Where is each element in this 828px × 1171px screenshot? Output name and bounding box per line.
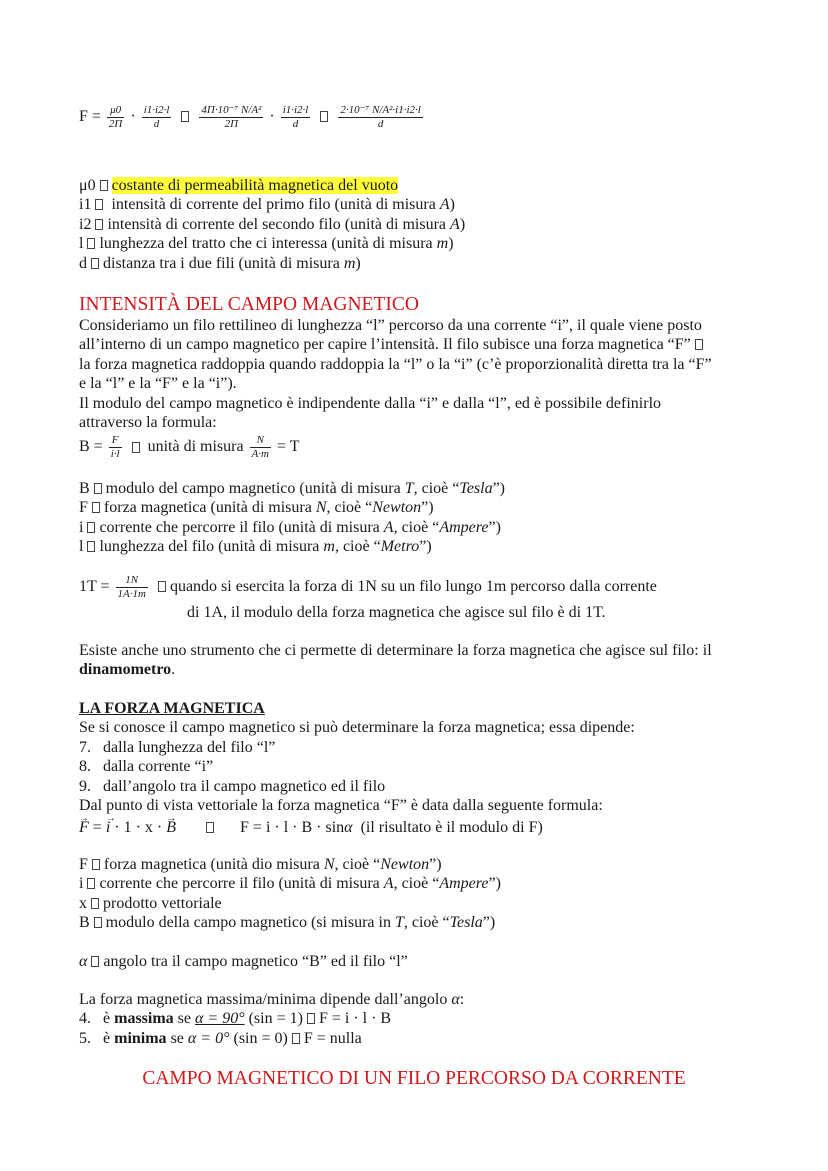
frac-den: d [377, 118, 384, 130]
list-number: 5. [79, 1029, 91, 1047]
tesla-line-2: di 1A, il modulo della forza magnetica che agisce sul filo è di 1T. [187, 604, 606, 621]
bold-term: minima [114, 1029, 167, 1047]
paragraph-line: e la “l” e la “F” e la “i”). [79, 375, 237, 393]
formula-lhs: 1T = [79, 578, 110, 596]
section-maxmin [79, 990, 748, 1048]
def-mu0 [79, 176, 748, 195]
frac-i-2 [281, 104, 311, 131]
def-d: d distanza tra i due fili (unità di misura m) [79, 254, 361, 272]
result: F = nulla [303, 1029, 362, 1047]
def-i1: i1 intensità di corrente del primo filo (unità di misura A) [79, 196, 455, 214]
frac-num: F [109, 434, 122, 448]
missing-glyph-icon [100, 180, 108, 191]
def-f: F forza magnetica (unità dio misura N, cioè “Newton”) [79, 856, 442, 873]
paragraph-line: la forza magnetica raddoppia quando raddoppia la “l” o la “i” (c’è proporzionalità diretta tra la “F” [79, 355, 712, 373]
list-number: 8. [79, 758, 91, 776]
missing-glyph-icon [87, 878, 95, 889]
list-item [79, 777, 748, 796]
def-i2: i2 intensità di corrente del secondo filo (unità di misura A) [79, 215, 466, 233]
def-text: intensità di corrente del secondo filo (unità di misura [107, 215, 451, 233]
unit-name: Tesla [449, 914, 483, 932]
alpha-symbol: α [344, 819, 353, 837]
missing-glyph-icon [87, 522, 95, 533]
section-title: LA FORZA MAGNETICA [79, 700, 265, 717]
condition: α = 90° [195, 1010, 245, 1028]
frac-den: 1A·1m [117, 588, 146, 600]
frac-2e7 [338, 104, 422, 131]
unit-name: Newton [372, 499, 422, 517]
list-number: 9. [79, 777, 91, 795]
missing-glyph-icon [91, 258, 99, 269]
frac-mu0 [107, 104, 124, 131]
unit-label: unità di misura [147, 438, 244, 456]
paragraph-line: Il modulo del campo magnetico è indipendente dalla “i” e dalla “l”, ed è possibile definirlo [79, 394, 662, 412]
def-l: l lunghezza del filo (unità di misura m, cioè “Metro”) [79, 538, 432, 556]
unit: m [436, 235, 449, 253]
unit: m [343, 254, 356, 272]
text: se [166, 1029, 188, 1047]
def-text: angolo tra il campo magnetico “B” ed il filo “l” [103, 953, 408, 970]
paragraph-line: attraverso la formula: [79, 414, 217, 432]
text: · 1 · x · [110, 819, 167, 837]
missing-glyph-icon [92, 502, 100, 513]
unit-name: Ampere [439, 518, 489, 536]
text: = [88, 819, 106, 837]
text: se [173, 1010, 195, 1028]
symbol: i [79, 518, 84, 536]
def-text: corrente che percorre il filo (unità di misura [99, 875, 384, 893]
missing-glyph-icon [695, 339, 703, 350]
unit: A [439, 196, 450, 214]
symbol: F [79, 499, 88, 517]
missing-glyph-icon [87, 541, 95, 552]
frac-b [109, 434, 122, 461]
vector-formula [79, 818, 748, 837]
missing-glyph-icon [181, 111, 189, 122]
text: è [103, 1029, 115, 1047]
def-alpha [79, 952, 748, 971]
next-section-title: CAMPO MAGNETICO DI UN FILO PERCORSO DA CORRENTE [142, 1068, 686, 1089]
def-b: B modulo della campo magnetico (si misura in T, cioè “Tesla”) [79, 914, 496, 932]
list-number: 7. [79, 738, 91, 756]
tesla-definition [79, 574, 748, 622]
unit-name: Tesla [459, 480, 493, 497]
frac-den: d [292, 118, 299, 130]
frac-den: i·l [110, 448, 120, 461]
paragraph-line: Consideriamo un filo rettilineo di lunghezza “l” percorso da una corrente “i”, il quale viene posto [79, 317, 702, 334]
frac-4pi [199, 104, 263, 131]
frac-num: i1·i2·l [143, 104, 170, 116]
def-text: lunghezza del filo (unità di misura [99, 538, 324, 556]
missing-glyph-icon [320, 111, 328, 122]
tesla-line-1 [79, 574, 748, 601]
unit-name: Metro [380, 538, 420, 556]
text: : [459, 991, 465, 1008]
definitions-block-1 [79, 176, 748, 273]
frac-unit [250, 434, 271, 461]
formula-lhs: B = [79, 438, 103, 456]
text: è [103, 1010, 115, 1028]
condition: α = 0° [187, 1029, 230, 1047]
symbol: i1 [79, 196, 92, 214]
frac-den: 2Π [224, 118, 239, 130]
missing-glyph-icon [92, 859, 100, 870]
unit: T [404, 480, 414, 497]
vector-f: → F [79, 818, 89, 837]
dinamometro-paragraph [79, 641, 748, 680]
missing-glyph-icon [91, 898, 99, 909]
missing-glyph-icon [95, 199, 103, 210]
def-text: intensità di corrente del primo filo (unità di misura [107, 196, 440, 214]
text: La forza magnetica massima/minima dipende dall’angolo [79, 991, 452, 1008]
unit-name: Ampere [439, 875, 489, 893]
formula-lhs: F = [79, 108, 101, 126]
frac-num: N [250, 434, 271, 448]
unit: A [383, 875, 394, 893]
missing-glyph-icon [132, 442, 140, 453]
symbol: μ0 [79, 177, 96, 194]
def-i: i corrente che percorre il filo (unità di misura A, cioè “Ampere”) [79, 875, 501, 893]
force-formula: F = $\frac{\mu 0}{2\Pi}$ · $\frac{i1\cdot i2\cdot l}{d}$ $\frac{\text{4Π·10⁻⁷ N/A²}}{2\Pi}$ · $\frac{i1\cdot i2\cdot l}{d}$ $\frac{\text{2·10⁻⁷ N/A²·i1·i2·l}}{d}$ [79, 104, 421, 130]
symbol: α [79, 953, 88, 970]
definitions-block-3 [79, 855, 748, 933]
text: (sin = 0) [229, 1029, 288, 1047]
unit: m [323, 538, 335, 556]
note: (il risultato è il modulo di F) [360, 819, 543, 837]
symbol: B [79, 914, 90, 932]
list-text: dall’angolo tra il campo magnetico ed il filo [103, 777, 386, 795]
def-text: prodotto vettoriale [103, 894, 222, 912]
missing-glyph-icon [87, 238, 95, 249]
missing-glyph-icon [95, 219, 103, 230]
text: . [171, 661, 176, 679]
symbol: B [79, 480, 90, 497]
list-item [79, 1009, 748, 1028]
frac-tesla [116, 574, 148, 601]
result: F = i · l · B [318, 1010, 392, 1028]
def-text: forza magnetica (unità di misura [103, 499, 316, 517]
list-item [79, 1029, 748, 1048]
symbol: d [79, 254, 87, 272]
unit: N [315, 499, 327, 517]
list-text: dalla lunghezza del filo “l” [103, 738, 276, 756]
def-text: modulo della campo magnetico (si misura in [105, 914, 395, 932]
def-text: forza magnetica (unità dio misura [103, 856, 324, 873]
unit: T [394, 914, 404, 932]
def-l: l lunghezza del tratto che ci interessa (unità di misura m) [79, 235, 454, 253]
missing-glyph-icon [158, 581, 166, 592]
frac-i [142, 104, 172, 131]
text: (sin = 1) [244, 1010, 303, 1028]
paragraph-line [79, 990, 748, 1009]
section-intensita [79, 294, 748, 461]
frac-num: 2·10⁻⁷ N/A²·i1·i2·l [340, 104, 421, 116]
symbol: F [79, 856, 88, 873]
text: all’interno di un campo magnetico per capire l’intensità. Il filo subisce una forza magnetica “F” [79, 336, 691, 354]
symbol: i2 [79, 215, 92, 233]
unit: A [383, 518, 394, 536]
text: quando si esercita la forza di 1N su un filo lungo 1m percorso dalla corrente [169, 578, 657, 596]
frac-num: μ0 [107, 104, 124, 118]
paragraph-line: Esiste anche uno strumento che ci permette di determinare la forza magnetica che agisce sul filo: il [79, 642, 712, 659]
missing-glyph-icon [206, 822, 214, 833]
list-item [79, 757, 748, 776]
paragraph-line: Dal punto di vista vettoriale la forza magnetica “F” è data dalla seguente formula: [79, 797, 603, 815]
def-text: lunghezza del tratto che ci interessa (unità di misura [99, 235, 437, 253]
unit: N [323, 856, 335, 873]
definitions-block-2 [79, 479, 748, 557]
bold-term: massima [114, 1010, 174, 1028]
scalar-formula: F = i · l · B · sin [240, 819, 345, 837]
missing-glyph-icon [307, 1013, 315, 1024]
list-number: 4. [79, 1010, 91, 1028]
def-i: i corrente che percorre il filo (unità di misura A, cioè “Ampere”) [79, 518, 501, 536]
def-text: modulo del campo magnetico (unità di misura [105, 480, 405, 497]
frac-den: A·m [251, 448, 269, 461]
frac-den: 2Π [108, 118, 123, 130]
missing-glyph-icon [292, 1033, 300, 1044]
symbol: i [79, 875, 84, 893]
def-text: distanza tra i due fili (unità di misura [103, 254, 344, 272]
def-x [79, 894, 748, 913]
unit: A [450, 215, 460, 233]
missing-glyph-icon [94, 483, 102, 494]
frac-num: i1·i2·l [282, 104, 309, 116]
section-title: INTENSITÀ DEL CAMPO MAGNETICO [79, 294, 419, 315]
paragraph-line: Se si conosce il campo magnetico si può determinare la forza magnetica; essa dipende: [79, 719, 635, 737]
missing-glyph-icon [91, 956, 99, 967]
unit-name: Newton [380, 856, 430, 873]
def-f: F forza magnetica (unità di misura N, cioè “Newton”) [79, 499, 434, 517]
frac-num: 4Π·10⁻⁷ N/A² [201, 104, 262, 116]
b-formula [79, 434, 748, 461]
highlighted-text: costante di permeabilità magnetica del vuoto [111, 177, 399, 194]
vector-b: → B [166, 818, 176, 837]
list-text: dalla corrente “i” [103, 758, 214, 776]
def-text: corrente che percorre il filo (unità di misura [99, 518, 384, 536]
alpha-symbol: α [451, 991, 460, 1008]
symbol: x [79, 894, 87, 912]
paragraph-line [79, 335, 748, 354]
paragraph-line [79, 660, 748, 679]
missing-glyph-icon [94, 917, 102, 928]
frac-num: 1N [116, 574, 148, 588]
symbol: l [79, 235, 84, 253]
def-b: B modulo del campo magnetico (unità di misura T, cioè “Tesla”) [79, 480, 506, 497]
frac-den: d [153, 118, 160, 130]
vector-i: → i [106, 818, 110, 837]
unit-result: = T [276, 438, 300, 456]
section-forza [79, 699, 748, 838]
bold-term: dinamometro [79, 661, 172, 679]
symbol: l [79, 538, 84, 556]
list-item [79, 738, 748, 757]
